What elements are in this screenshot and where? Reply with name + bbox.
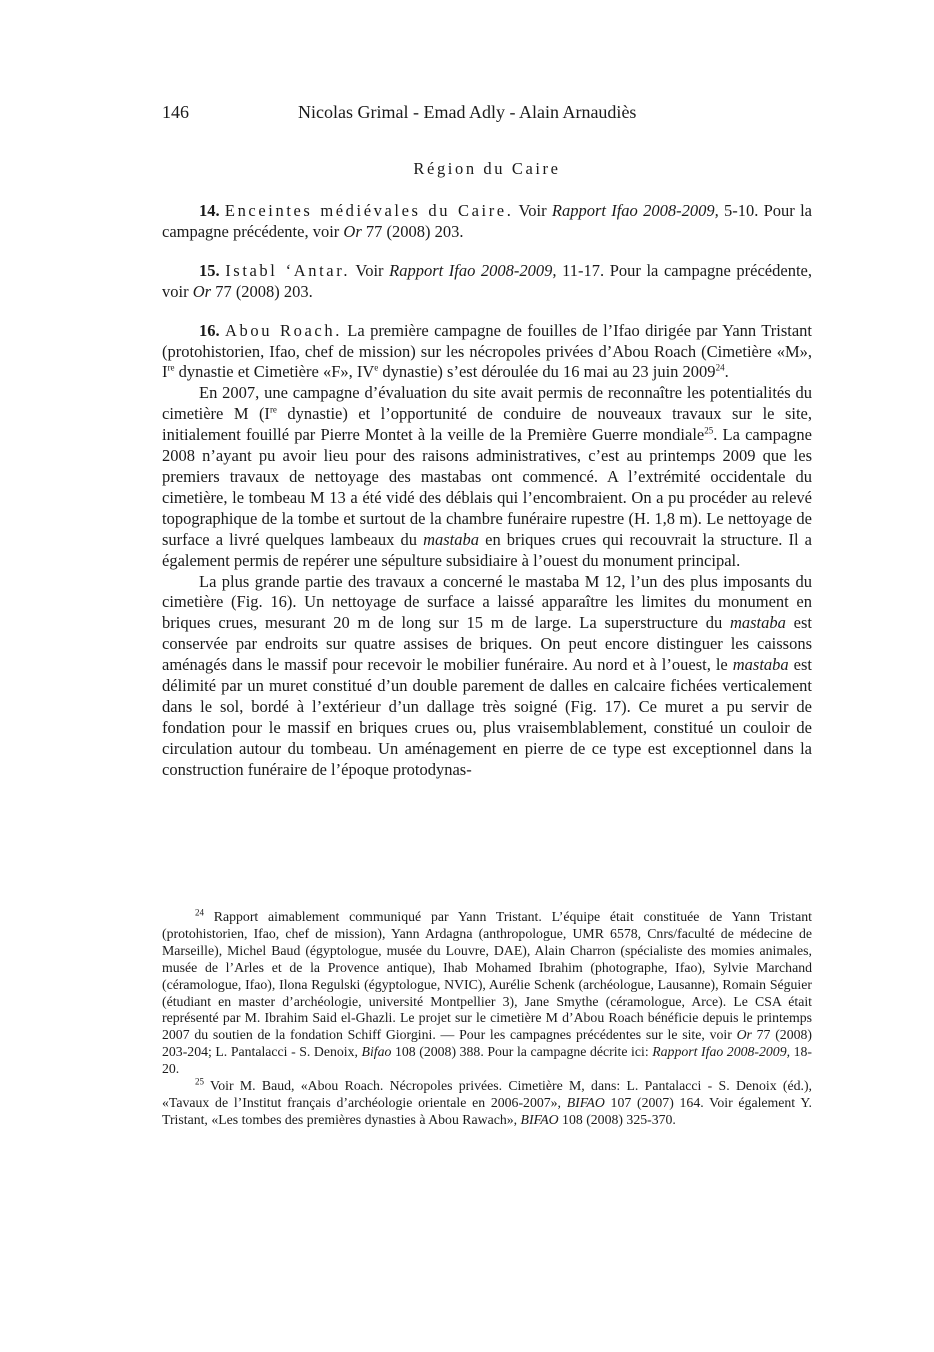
- journal-abbrev: Bifao: [361, 1044, 392, 1060]
- text-run: 108 (2008) 388. Pour la campagne décrite ici:: [391, 1044, 653, 1060]
- text-run: La plus grande partie des travaux a concerné le mastaba M 12, l’un des plus imposants du cimetière (Fig. 16). Un nettoyage de surface a laissé apparaître les limites du monument en briques crues, mesurant 20 m de long sur 15 m de large. La superstructure du: [162, 571, 812, 633]
- entry-number: 15.: [199, 260, 220, 280]
- running-head: Nicolas Grimal - Emad Adly - Alain Arnaudiès: [298, 102, 637, 122]
- entry-number: 14.: [199, 201, 220, 220]
- text-run: 108 (2008) 325-370.: [558, 1111, 676, 1127]
- journal-abbrev: Or: [736, 1027, 752, 1043]
- journal-abbrev: BIFAO: [566, 1094, 605, 1110]
- journal-abbrev: BIFAO: [520, 1111, 559, 1127]
- paragraph: [162, 383, 812, 571]
- text-run: 77 (2008) 203.: [211, 281, 313, 301]
- text-run: 18-20.: [162, 1044, 813, 1077]
- italic-term: mastaba: [423, 529, 480, 549]
- text-run: Voir: [350, 260, 390, 280]
- footnotes: [162, 909, 812, 1129]
- page-header: [162, 102, 812, 126]
- italic-term: mastaba: [729, 613, 786, 633]
- text-run: Rapport aimablement communiqué par Yann Tristant. L’équipe était constituée de Yann Tristant (protohistorien, Ifao, chef de mission), Yann Ardagna (anthropologue, UMR 6578, Cnrs/faculté de médecine de Marseille), Michel Baud (égyptologue, musée du Louvre, DAE), Alain Charron (spécialiste des momies animales, musée de l’Arles et de la Provence antique), Ihab Mohamed Ibrahim (photographe, Ifao), Sylvie Marchand (céramologue, Ifao), Ilona Regulski (égyptologue, NVIC), Aurélie Schenk (archéologue, Lausanne), Romain Séguier (étudiant en master d’archéologie, université Montpellier 3), Jane Smythe (céramologue, Arce). Le CSA était représenté par M. Ibrahim Said el-Ghazli. Le projet sur le cimetière M d’Abou Roach bénéficie depuis le printemps 2007 du soutien de la fondation Schiff Giorgini. — Pour les campagnes précédentes sur le site, voir: [162, 909, 812, 1043]
- text-run: 77 (2008) 203-204; L. Pantalacci - S. Denoix,: [162, 1027, 812, 1060]
- entry-title: Enceintes médiévales du Caire.: [224, 201, 514, 220]
- text-run: 5-10. Pour la campagne précédente, voir: [162, 201, 812, 241]
- entry-15: [162, 261, 812, 303]
- body-text: [162, 201, 812, 781]
- text-run: 11-17. Pour la campagne précédente, voir: [162, 260, 812, 301]
- text-run: est conservée par endroits sur quatre assises de briques. On peut encore distinguer les caissons aménagés dans le massif pour recevoir le mobilier funéraire. Au nord et à l’ouest, le: [162, 613, 812, 675]
- footnote-marker: 25: [195, 1076, 204, 1087]
- journal-abbrev: Or: [192, 281, 212, 301]
- text-run: . La campagne 2008 n’ayant pu avoir lieu pour des raisons administratives, c’est au printemps 2009 que les premiers travaux de nettoyage des mastabas ont commencé. A l’extrémité occidentale du cimetière, le tombeau M 13 a été vidé des déblais qui l’encombraient. On a pu procéder au relevé topographique de la tombe et surtout de la chambre funéraire rupestre (H. 1,8 m). Le nettoyage de surface a livré quelques lambeaux du: [162, 425, 812, 549]
- text-run: En 2007, une campagne d’évaluation du site avait permis de reconnaître les potentialités du cimetière M (I: [162, 383, 812, 424]
- text-run: 107 (2007) 164. Voir également Y. Tristant, «Les tombes des premières dynasties à Abou Rawach»,: [162, 1094, 812, 1127]
- entry-14: [162, 201, 812, 243]
- text-run: en briques crues qui recouvrait la structure. Il a également permis de repérer une sépulture subsidiaire à l’ouest du monument principal.: [162, 529, 812, 570]
- text-run: est délimité par un muret constitué d’un double parement de dalles en calcaire fichées verticalement dans le sol, bordé à l’extérieur d’un dallage très soigné (Fig. 17). Ce muret a pu servir de fondation pour le massif en briques crues ou, plus vraisemblablement, constitué un couloir de circulation autour du tombeau. Un aménagement en pierre de ce type est exceptionnel dans la construction funéraire de l’époque protodynas-: [162, 655, 812, 779]
- report-reference: Rapport Ifao 2008-2009,: [551, 201, 719, 220]
- entry-16: [162, 321, 812, 384]
- text-run: dynastie) s’est déroulée du 16 mai au 23 juin 2009: [378, 362, 716, 382]
- report-reference: Rapport Ifao 2008-2009,: [652, 1044, 791, 1060]
- footnote-ref-25: 25: [704, 425, 714, 436]
- section-heading: Région du Caire: [413, 159, 561, 178]
- footnote-25: [162, 1078, 812, 1129]
- text-run: .: [724, 362, 729, 382]
- superscript: re: [269, 404, 277, 415]
- entry-title: Abou Roach.: [225, 320, 342, 340]
- journal-abbrev: Or: [343, 221, 362, 241]
- report-reference: Rapport Ifao 2008-2009,: [389, 260, 557, 280]
- text-run: La première campagne de fouilles de l’Ifao dirigée par Yann Tristant (protohistorien, Ifao, chef de mission) sur les nécropoles privées d’Abou Roach (Cimetière «M», I: [162, 320, 812, 382]
- text-run: dynastie) et l’opportunité de conduire de nouveaux travaux sur le site, initialement fouillé par Pierre Montet à la veille de la Première Guerre mondiale: [162, 404, 812, 445]
- text-run: 77 (2008) 203.: [361, 221, 464, 241]
- italic-term: mastaba: [732, 655, 789, 675]
- superscript: e: [374, 362, 379, 373]
- footnote-24: [162, 909, 812, 1078]
- entry-number: 16.: [199, 320, 220, 340]
- entry-title: Istabl ‘Antar.: [225, 260, 351, 280]
- text-run: Voir: [513, 201, 552, 220]
- paragraph: [162, 572, 812, 781]
- footnote-ref-24: 24: [715, 362, 725, 373]
- superscript: re: [167, 362, 175, 373]
- page-number: 146: [162, 102, 189, 122]
- footnote-marker: 24: [195, 907, 204, 918]
- text-run: dynastie et Cimetière «F», IV: [174, 362, 375, 382]
- text-run: Voir M. Baud, «Abou Roach. Nécropoles privées. Cimetière M, dans: L. Pantalacci - S. Denoix (éd.), «Tavaux de l’Institut français d’archéologie orientale en 2006-2007»,: [162, 1078, 812, 1110]
